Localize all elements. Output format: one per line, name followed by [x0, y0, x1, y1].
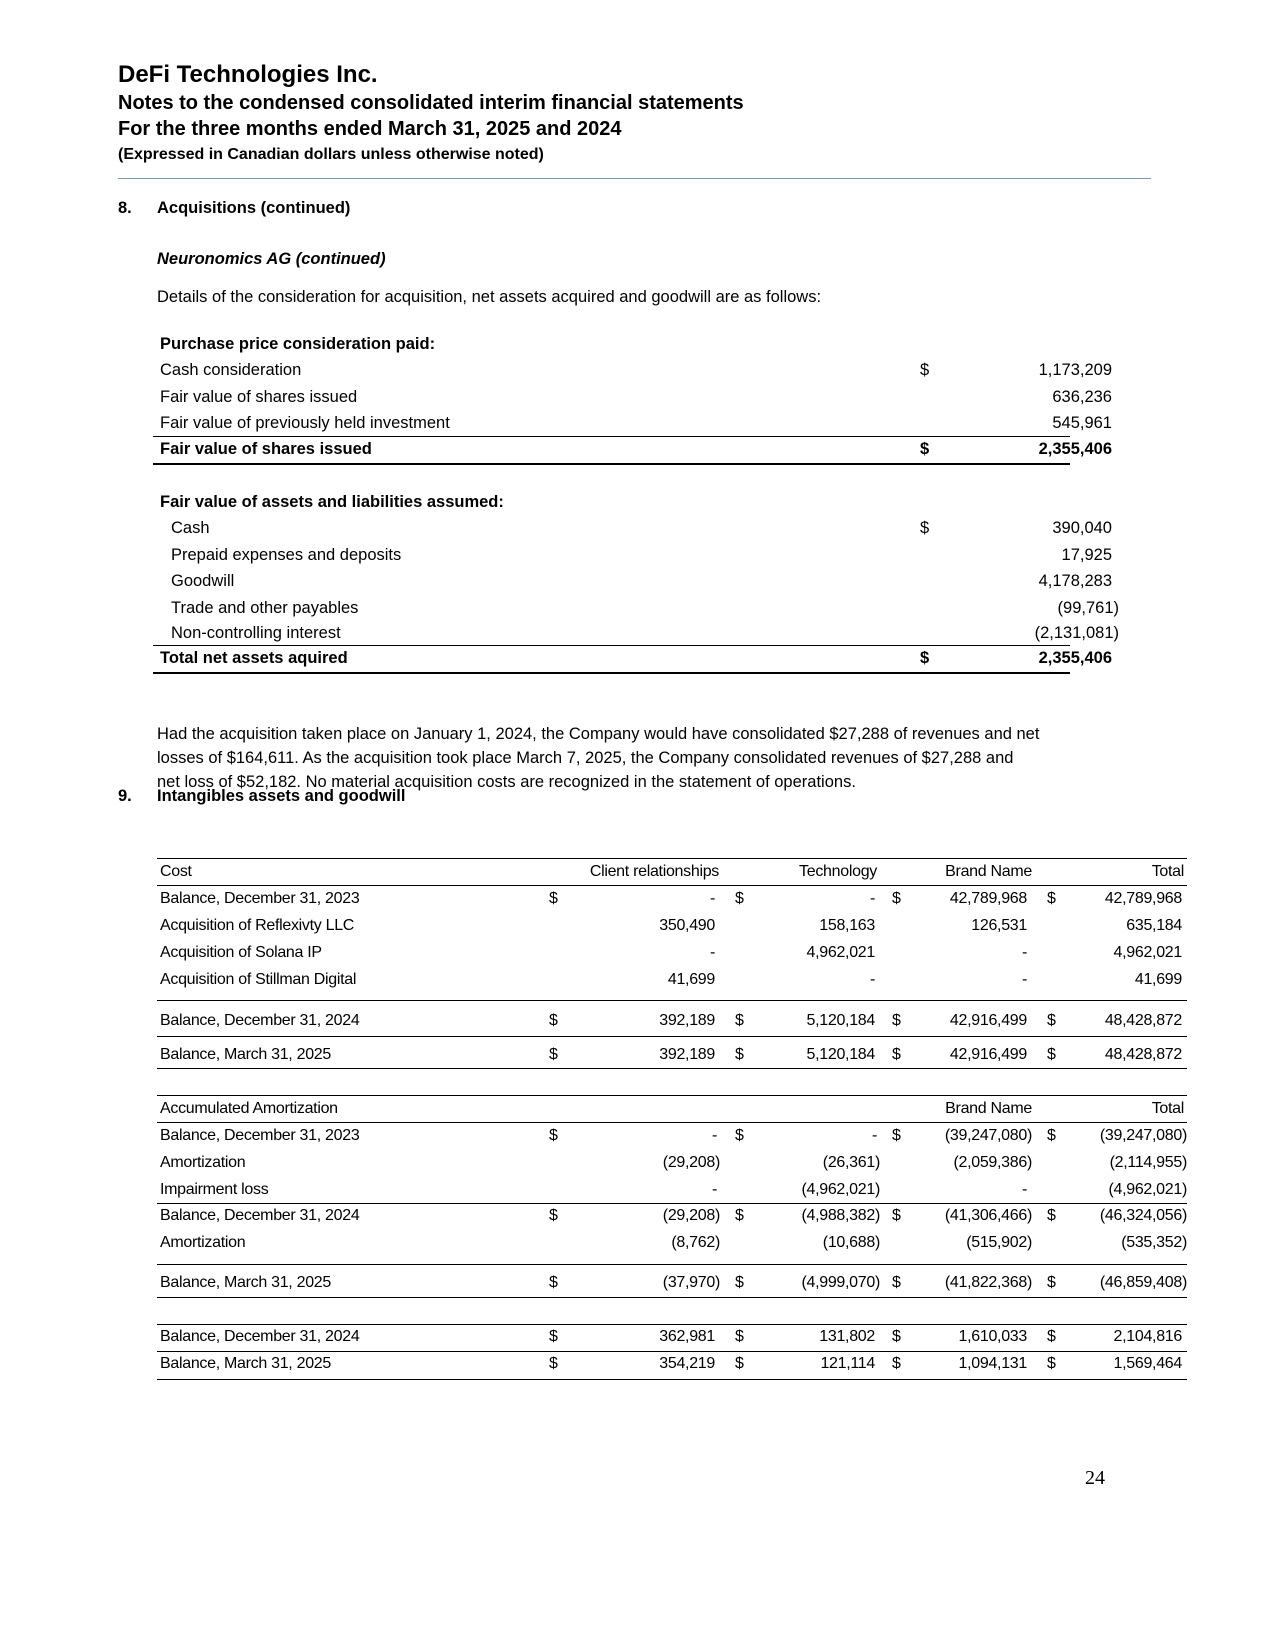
- currency-symbol: $: [735, 890, 744, 907]
- column-header: Total: [1151, 863, 1184, 880]
- header-line-1: Notes to the condensed consolidated interim financial statements: [118, 92, 744, 114]
- technology-value: 121,114: [820, 1355, 875, 1372]
- total-value: (46,324,056): [1099, 1207, 1187, 1224]
- table-rule: [157, 1379, 1187, 1380]
- brand-name-value: 42,789,968: [949, 890, 1027, 907]
- client-relationships-value: 350,490: [659, 917, 715, 934]
- table-row: [157, 1177, 1187, 1203]
- currency-symbol: $: [1047, 1207, 1056, 1224]
- currency-symbol: $: [1047, 1355, 1056, 1372]
- currency-symbol: $: [1047, 1046, 1056, 1063]
- table-rule: [157, 1068, 1187, 1069]
- section-8-intro: Details of the consideration for acquisition, net assets acquired and goodwill are as follows:: [157, 288, 822, 306]
- report-header: [118, 60, 744, 166]
- total-value: 4,962,021: [1113, 944, 1182, 961]
- technology-value: 131,802: [819, 1328, 875, 1345]
- row-label: Cash consideration: [160, 361, 302, 379]
- total-value: (4,962,021): [1108, 1181, 1187, 1198]
- currency-symbol: $: [892, 1046, 901, 1063]
- column-header: Brand Name: [945, 1100, 1032, 1117]
- technology-value: (4,999,070): [801, 1274, 880, 1291]
- client-relationships-value: -: [709, 944, 715, 961]
- currency-symbol: $: [549, 1012, 558, 1029]
- table-rule: [157, 1297, 1187, 1298]
- client-relationships-value: (37,970): [662, 1274, 720, 1291]
- client-relationships-value: 362,981: [659, 1328, 715, 1345]
- brand-name-value: (41,306,466): [944, 1207, 1032, 1224]
- table-row: [157, 1270, 1187, 1296]
- client-relationships-value: 354,219: [659, 1355, 715, 1372]
- currency-symbol: $: [549, 890, 558, 907]
- currency-symbol: $: [892, 1274, 901, 1291]
- currency-symbol: $: [1047, 890, 1056, 907]
- paragraph-line: net loss of $52,182. No material acquisition costs are recognized in the statement of operations.: [157, 773, 856, 791]
- column-header: Brand Name: [945, 863, 1032, 880]
- table-row: [157, 886, 1187, 912]
- brand-name-value: (2,059,386): [953, 1154, 1032, 1171]
- column-header: Cost: [160, 863, 192, 880]
- row-label: Fair value of previously held investment: [160, 414, 450, 432]
- client-relationships-value: 392,189: [659, 1046, 715, 1063]
- table-row: [160, 357, 1122, 383]
- table-row: [157, 940, 1187, 966]
- brand-name-value: -: [1021, 971, 1027, 988]
- client-relationships-value: (8,762): [671, 1234, 720, 1251]
- total-value: 635,184: [1126, 917, 1182, 934]
- row-value: 2,355,406: [1038, 440, 1112, 458]
- currency-symbol: $: [892, 1012, 901, 1029]
- currency-symbol: $: [549, 1274, 558, 1291]
- row-label: Prepaid expenses and deposits: [171, 546, 402, 564]
- technology-value: (26,361): [822, 1154, 880, 1171]
- row-label: Trade and other payables: [171, 599, 359, 617]
- total-row: [160, 645, 1122, 671]
- technology-value: (10,688): [822, 1234, 880, 1251]
- row-label: Amortization: [160, 1234, 246, 1251]
- brand-name-value: 42,916,499: [949, 1046, 1027, 1063]
- section-8-subtitle: Neuronomics AG (continued): [157, 250, 386, 268]
- client-relationships-value: 41,699: [667, 971, 715, 988]
- purchase-price-heading: Purchase price consideration paid:: [160, 335, 436, 353]
- currency-symbol: $: [549, 1207, 558, 1224]
- brand-name-value: 42,916,499: [949, 1012, 1027, 1029]
- total-value: 1,569,464: [1113, 1355, 1182, 1372]
- row-label: Balance, December 31, 2023: [160, 890, 360, 907]
- brand-name-value: (39,247,080): [944, 1127, 1032, 1144]
- currency-symbol: $: [920, 440, 930, 458]
- table-row: [160, 542, 1122, 568]
- client-relationships-value: (29,208): [662, 1207, 720, 1224]
- total-row: [160, 436, 1122, 462]
- currency-symbol: $: [1047, 1328, 1056, 1345]
- technology-value: (4,962,021): [801, 1181, 880, 1198]
- total-value: (46,859,408): [1099, 1274, 1187, 1291]
- row-label: Balance, March 31, 2025: [160, 1046, 331, 1063]
- row-value: 1,173,209: [1038, 361, 1112, 379]
- table-rule: [157, 1000, 1187, 1001]
- section-9-title: Intangibles assets and goodwill: [157, 787, 406, 805]
- currency-symbol: $: [735, 1355, 744, 1372]
- total-value: 48,428,872: [1104, 1012, 1182, 1029]
- column-header: Total: [1151, 1100, 1184, 1117]
- table-rule: [157, 1036, 1187, 1037]
- section-8-title: Acquisitions (continued): [157, 199, 351, 217]
- row-value: 390,040: [1052, 519, 1112, 537]
- header-divider: [118, 178, 1151, 179]
- total-value: 41,699: [1134, 971, 1182, 988]
- row-label: Non-controlling interest: [171, 624, 341, 642]
- total-value: (39,247,080): [1099, 1127, 1187, 1144]
- table-row: [157, 1150, 1187, 1176]
- row-value: 17,925: [1061, 546, 1112, 564]
- row-label: Acquisition of Solana IP: [160, 944, 322, 961]
- currency-symbol: $: [1047, 1127, 1056, 1144]
- section-8-number: 8.: [118, 199, 132, 217]
- row-label: Total net assets aquired: [160, 649, 348, 667]
- technology-value: 5,120,184: [806, 1012, 875, 1029]
- table-header-row: [157, 1096, 1187, 1122]
- currency-symbol: $: [735, 1328, 744, 1345]
- brand-name-value: (515,902): [966, 1234, 1032, 1251]
- currency-symbol: $: [735, 1207, 744, 1224]
- currency-symbol: $: [892, 1328, 901, 1345]
- row-label: Acquisition of Stillman Digital: [160, 971, 357, 988]
- row-value: 545,961: [1052, 414, 1112, 432]
- acquisition-paragraph: [157, 722, 1039, 794]
- table-row: [157, 1123, 1187, 1149]
- total-value: (2,114,955): [1109, 1154, 1187, 1171]
- total-value: 42,789,968: [1104, 890, 1182, 907]
- currency-symbol: $: [735, 1274, 744, 1291]
- row-label: Balance, December 31, 2023: [160, 1127, 360, 1144]
- currency-symbol: $: [549, 1046, 558, 1063]
- row-label: Fair value of shares issued: [160, 388, 358, 406]
- header-line-3: (Expressed in Canadian dollars unless otherwise noted): [118, 146, 544, 163]
- row-label: Balance, March 31, 2025: [160, 1355, 331, 1372]
- page-number: 24: [1085, 1467, 1105, 1489]
- row-label: Goodwill: [171, 572, 235, 590]
- table-row: [157, 1351, 1187, 1377]
- technology-value: -: [869, 890, 875, 907]
- company-name: DeFi Technologies Inc.: [118, 61, 378, 88]
- brand-name-value: -: [1021, 1181, 1027, 1198]
- table-row: [160, 384, 1122, 410]
- table-row: [160, 410, 1122, 436]
- row-value: (2,131,081): [1034, 624, 1119, 642]
- technology-value: -: [869, 971, 875, 988]
- technology-value: 158,163: [819, 917, 875, 934]
- currency-symbol: $: [892, 1127, 901, 1144]
- client-relationships-value: -: [709, 890, 715, 907]
- row-label: Impairment loss: [160, 1181, 269, 1198]
- row-value: 2,355,406: [1038, 649, 1112, 667]
- paragraph-line: Had the acquisition taken place on January 1, 2024, the Company would have consolidated $27,288 of revenues and net: [157, 725, 1040, 743]
- table-row: [157, 1042, 1187, 1068]
- technology-value: 5,120,184: [806, 1046, 875, 1063]
- currency-symbol: $: [549, 1328, 558, 1345]
- assets-heading: Fair value of assets and liabilities assumed:: [160, 493, 504, 511]
- row-label: Balance, December 31, 2024: [160, 1328, 360, 1345]
- row-label: Acquisition of Reflexivty LLC: [160, 917, 355, 934]
- currency-symbol: $: [1047, 1012, 1056, 1029]
- currency-symbol: $: [735, 1127, 744, 1144]
- currency-symbol: $: [920, 361, 930, 379]
- table-header-row: [157, 859, 1187, 885]
- header-line-2: For the three months ended March 31, 2025 and 2024: [118, 118, 622, 140]
- client-relationships-value: -: [711, 1181, 717, 1198]
- row-label: Cash: [171, 519, 210, 537]
- brand-name-value: 1,094,131: [958, 1355, 1027, 1372]
- client-relationships-value: (29,208): [662, 1154, 720, 1171]
- client-relationships-value: -: [711, 1127, 717, 1144]
- table-row: [157, 913, 1187, 939]
- client-relationships-value: 392,189: [659, 1012, 715, 1029]
- technology-value: (4,988,382): [801, 1207, 880, 1224]
- table-row: [157, 1324, 1187, 1350]
- row-label: Amortization: [160, 1154, 246, 1171]
- table-row: [157, 1230, 1187, 1256]
- technology-value: -: [871, 1127, 877, 1144]
- currency-symbol: $: [892, 1207, 901, 1224]
- row-label: Balance, December 31, 2024: [160, 1207, 360, 1224]
- currency-symbol: $: [892, 1355, 901, 1372]
- row-label: Balance, December 31, 2024: [160, 1012, 360, 1029]
- brand-name-value: 1,610,033: [958, 1328, 1027, 1345]
- row-label: Fair value of shares issued: [160, 440, 372, 458]
- table-rule: [153, 672, 1070, 674]
- currency-symbol: $: [549, 1127, 558, 1144]
- total-value: 48,428,872: [1104, 1046, 1182, 1063]
- table-row: [160, 568, 1122, 594]
- table-rule: [153, 463, 1070, 465]
- currency-symbol: $: [1047, 1274, 1056, 1291]
- currency-symbol: $: [892, 890, 901, 907]
- table-rule: [157, 1264, 1187, 1265]
- currency-symbol: $: [735, 1012, 744, 1029]
- column-header: Client relationships: [589, 863, 719, 880]
- brand-name-value: (41,822,368): [944, 1274, 1032, 1291]
- table-row: [160, 595, 1122, 621]
- table-row: [157, 1203, 1187, 1229]
- currency-symbol: $: [920, 649, 930, 667]
- row-value: (99,761): [1057, 599, 1119, 617]
- total-value: (535,352): [1121, 1234, 1187, 1251]
- currency-symbol: $: [920, 519, 930, 537]
- currency-symbol: $: [735, 1046, 744, 1063]
- table-row: [160, 620, 1122, 646]
- total-value: 2,104,816: [1113, 1328, 1182, 1345]
- row-value: 636,236: [1052, 388, 1112, 406]
- currency-symbol: $: [549, 1355, 558, 1372]
- technology-value: 4,962,021: [806, 944, 875, 961]
- row-label: Balance, March 31, 2025: [160, 1274, 331, 1291]
- column-header: Accumulated Amortization: [160, 1100, 338, 1117]
- brand-name-value: 126,531: [971, 917, 1027, 934]
- table-row: [157, 1008, 1187, 1034]
- section-9-number: 9.: [118, 787, 132, 805]
- table-row: [157, 967, 1187, 993]
- paragraph-line: losses of $164,611. As the acquisition took place March 7, 2025, the Company consolidated revenues of $27,288 and: [157, 749, 1014, 767]
- row-value: 4,178,283: [1038, 572, 1112, 590]
- column-header: Technology: [799, 863, 877, 880]
- table-row: [160, 515, 1122, 541]
- brand-name-value: -: [1021, 944, 1027, 961]
